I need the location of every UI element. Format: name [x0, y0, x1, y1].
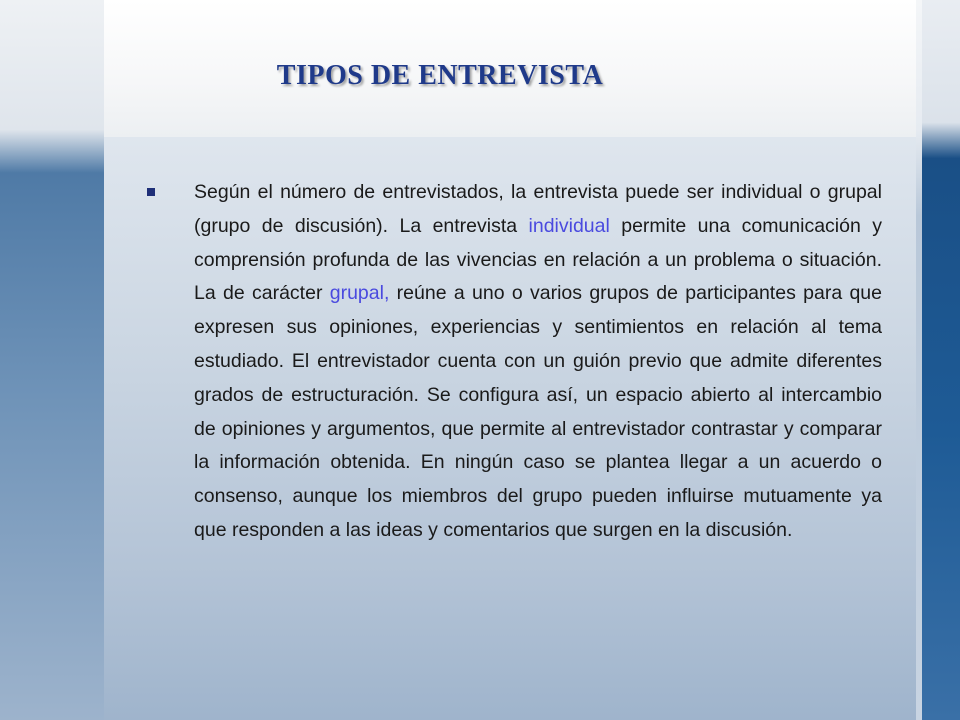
left-decor-band	[0, 0, 104, 720]
body-paragraph	[194, 176, 882, 548]
right-decor-edge	[916, 0, 922, 720]
highlight-individual: individual	[528, 214, 610, 237]
paragraph-text-1: Según el número de entrevistados, la entrevista puede ser individual o grupal (grupo de discusión). La entrevista	[194, 181, 882, 237]
bullet-square-icon	[147, 188, 155, 196]
right-decor-band	[916, 0, 960, 720]
paragraph-text-2: permite una comunicación y comprensión profunda de las vivencias en relación a un problema o situación. La de carácter	[194, 214, 882, 305]
slide-title: TIPOS DE ENTREVISTA	[276, 60, 604, 91]
paragraph-text-3: reúne a uno o varios grupos de participantes para que expresen sus opiniones, experiencias y sentimientos en relación al tema estudiado. El entrevistador cuenta con un guión previo que admite diferentes grados de estructuración. Se configura así, un espacio abierto al intercambio de opiniones y argumentos, que permite al entrevistador contrastar y comparar la información obtenida. En ningún caso se plantea llegar a un acuerdo o consenso, aunque los miembros del grupo pueden influirse mutuamente ya que responden a las ideas y comentarios que surgen en la discusión.	[194, 282, 883, 541]
highlight-grupal: grupal,	[329, 282, 390, 305]
